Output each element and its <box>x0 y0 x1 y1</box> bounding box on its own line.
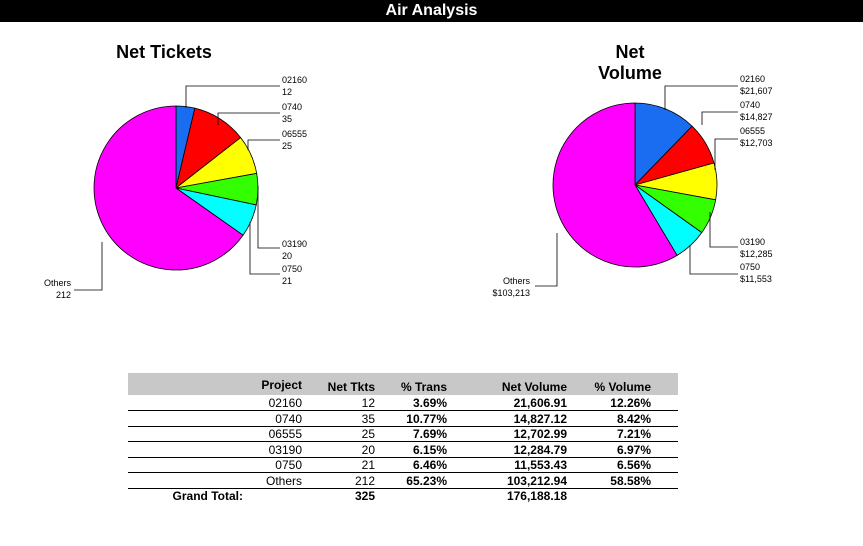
table-cell-project: 02160 <box>268 396 302 410</box>
label-project-others: Others <box>502 276 530 286</box>
col-header-net-tkts: Net Tkts <box>327 380 375 394</box>
col-header-net-volume: Net Volume <box>501 380 567 394</box>
table-cell-project: 0750 <box>275 458 302 472</box>
table-cell-pct-trans: 7.69% <box>412 427 447 441</box>
leader-line-02160 <box>665 86 738 110</box>
col-header-pct-volume: % Volume <box>594 380 651 394</box>
label-value-others: $103,213 <box>492 288 530 298</box>
label-project-02160: 02160 <box>282 75 308 85</box>
label-project-02160: 02160 <box>740 74 766 84</box>
table-cell-pct-volume: 6.56% <box>616 458 651 472</box>
table-cell-pct-trans: 3.69% <box>412 396 447 410</box>
col-header-pct-trans: % Trans <box>400 380 447 394</box>
table-cell-net-tkts: 212 <box>354 473 375 488</box>
volume-chart-title-line1: Net <box>615 42 645 62</box>
table-cell-pct-volume: 8.42% <box>616 411 651 426</box>
table-cell-net-tkts: 35 <box>361 411 375 426</box>
label-value-03190: $12,285 <box>740 249 773 259</box>
table-cell-net-tkts: 21 <box>361 458 375 472</box>
label-value-others: 212 <box>55 290 71 300</box>
table-cell-net-volume: 103,212.94 <box>506 473 567 488</box>
table-cell-net-tkts: 20 <box>361 442 375 457</box>
table-cell-net-volume: 14,827.12 <box>513 411 567 426</box>
label-value-06555: 25 <box>282 141 293 151</box>
volume-chart-title-line2: Volume <box>598 63 662 83</box>
table-cell-net-volume: 12,284.79 <box>513 442 567 457</box>
label-project-03190: 03190 <box>282 239 308 249</box>
label-project-0750: 0750 <box>740 262 761 272</box>
table-cell-pct-volume: 12.26% <box>610 396 651 410</box>
label-value-0740: 35 <box>282 114 293 124</box>
table-cell-pct-volume: 6.97% <box>616 442 651 457</box>
col-header-project: Project <box>261 378 302 392</box>
label-value-02160: 12 <box>282 87 293 97</box>
grand-total-net-volume: 176,188.18 <box>506 489 567 503</box>
table-cell-project: 03190 <box>268 442 302 457</box>
label-project-06555: 06555 <box>740 126 766 136</box>
table-cell-pct-volume: 58.58% <box>610 473 651 488</box>
table-cell-net-tkts: 12 <box>361 396 375 410</box>
table-cell-net-volume: 12,702.99 <box>513 427 567 441</box>
table-cell-project: 06555 <box>268 427 302 441</box>
label-project-06555: 06555 <box>282 129 308 139</box>
label-value-0750: 21 <box>282 276 293 286</box>
page-title: Air Analysis <box>385 2 478 19</box>
label-value-0740: $14,827 <box>740 112 773 122</box>
label-project-0740: 0740 <box>740 100 761 110</box>
table-cell-pct-trans: 6.15% <box>412 442 447 457</box>
table-cell-pct-trans: 6.46% <box>412 458 447 472</box>
label-project-others: Others <box>43 278 71 288</box>
grand-total-net-tkts: 325 <box>354 489 375 503</box>
table-cell-pct-trans: 65.23% <box>406 473 447 488</box>
table-cell-pct-volume: 7.21% <box>616 427 651 441</box>
label-project-0740: 0740 <box>282 102 303 112</box>
table-cell-net-volume: 11,553.43 <box>514 458 567 472</box>
leader-line-03190 <box>710 212 738 247</box>
label-value-02160: $21,607 <box>740 86 773 96</box>
table-cell-project: Others <box>265 473 302 488</box>
leader-line-others <box>535 233 557 286</box>
leader-line-0740 <box>702 112 738 125</box>
label-value-03190: 20 <box>282 251 293 261</box>
label-project-03190: 03190 <box>740 237 766 247</box>
label-project-0750: 0750 <box>282 264 303 274</box>
table-cell-net-tkts: 25 <box>361 427 375 441</box>
table-cell-pct-trans: 10.77% <box>406 411 447 426</box>
grand-total-label: Grand Total: <box>172 489 243 503</box>
tickets-chart-title: Net Tickets <box>116 42 212 62</box>
table-cell-project: 0740 <box>275 411 302 426</box>
leader-line-06555 <box>715 139 738 170</box>
label-value-0750: $11,553 <box>740 274 772 284</box>
leader-line-0750 <box>690 245 738 274</box>
table-cell-net-volume: 21,606.91 <box>513 396 567 410</box>
label-value-06555: $12,703 <box>740 138 773 148</box>
